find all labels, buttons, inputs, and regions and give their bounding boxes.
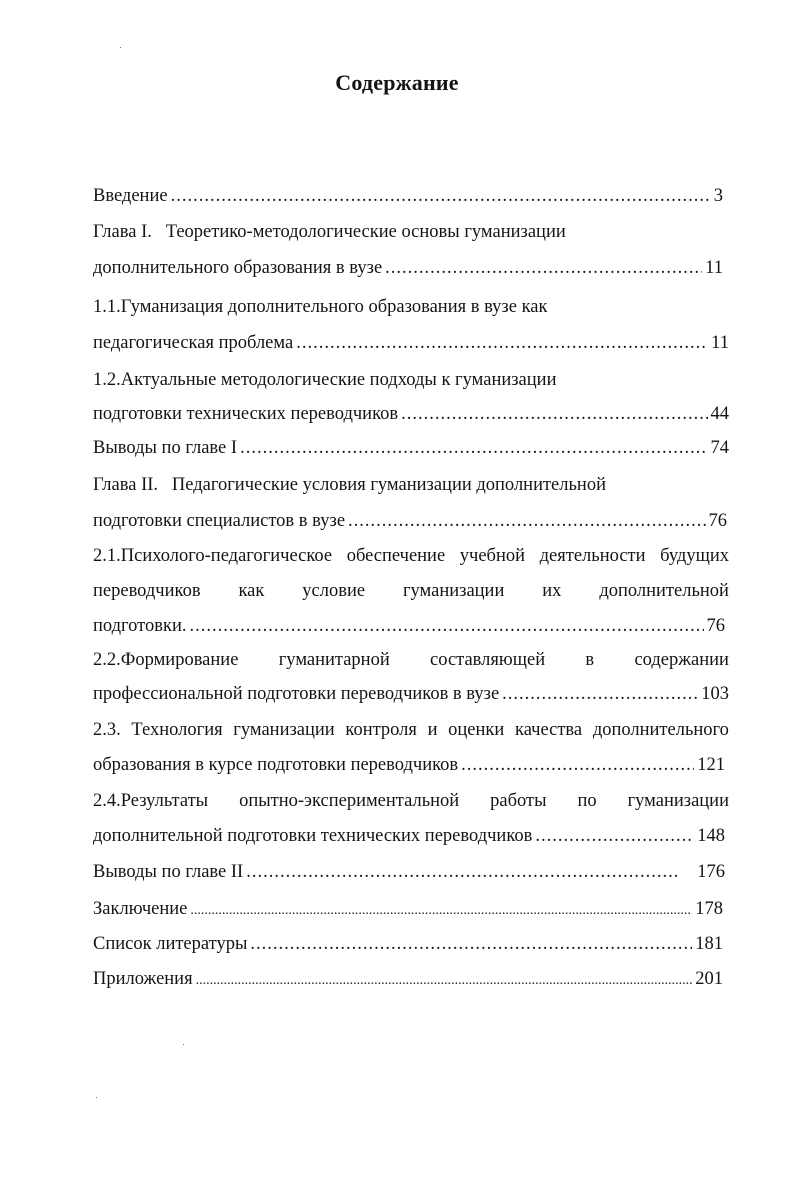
toc-entry-chapter-2 [93, 509, 727, 533]
toc-entry-label: Выводы по главе II [93, 862, 244, 882]
toc-entry-label: педагогическая проблема [93, 333, 294, 353]
toc-word: по [577, 791, 597, 811]
toc-chapter-1-title [93, 220, 566, 244]
toc-word: составляющей [430, 650, 546, 670]
toc-section-1-1-title [93, 295, 548, 319]
toc-entry-section-2-2 [93, 682, 729, 706]
toc-entry-section-1-2 [93, 402, 729, 426]
leader-dots [535, 824, 694, 848]
toc-entry-introduction [93, 184, 723, 208]
toc-word: контроля [345, 720, 417, 740]
toc-word: содержании [634, 650, 729, 670]
toc-word: будущих [660, 546, 729, 566]
leader-dots [385, 256, 702, 280]
toc-section-1-2-title [93, 368, 556, 392]
toc-entry-label: образования в курсе подготовки переводчиков [93, 755, 459, 775]
toc-entry-section-2-4 [93, 824, 725, 848]
leader-dots [296, 331, 708, 355]
toc-entry-label: 1.1.Гуманизация дополнительного образования в вузе как [93, 297, 548, 317]
toc-entry-label: дополнительного образования в вузе [93, 258, 383, 278]
toc-page-number: 3 [713, 186, 723, 206]
toc-section-2-4-title [93, 789, 729, 813]
toc-page-number: 103 [701, 684, 729, 704]
toc-word: дополнительной [599, 581, 729, 601]
leader-dots [190, 614, 704, 638]
toc-word: 2.3. [93, 720, 121, 740]
toc-entry-section-2-3 [93, 753, 725, 777]
toc-word: в [585, 650, 595, 670]
toc-page-number: 11 [711, 333, 729, 353]
toc-entry-references [93, 932, 723, 956]
toc-entry-chapter-1-conclusions [93, 436, 729, 460]
toc-page-number: 76 [706, 616, 725, 636]
toc-word: дополнительного [592, 720, 729, 740]
toc-section-2-3-title [93, 718, 729, 742]
leader-dots [171, 184, 711, 208]
toc-entry-label: подготовки технических переводчиков [93, 404, 399, 424]
toc-entry-chapter-2-conclusions [93, 860, 725, 884]
toc-word: учебной [459, 546, 526, 566]
page-title: Содержание [335, 70, 459, 95]
toc-page-number: 178 [695, 899, 723, 919]
toc-page-number: 201 [695, 969, 723, 989]
toc-entry-conclusion [93, 897, 723, 923]
toc-section-2-1-title-line-1 [93, 544, 729, 568]
toc-entry-label: Приложения [93, 969, 193, 989]
toc-section-2-2-title [93, 648, 729, 672]
toc-entry-appendices [93, 967, 723, 993]
toc-word: переводчиков [93, 581, 201, 601]
leader-dots [196, 969, 693, 993]
toc-word: 2.1.Психолого-педагогическое [93, 546, 333, 566]
toc-word: и [427, 720, 438, 740]
toc-word: гуманизации [627, 791, 729, 811]
toc-entry-chapter-1 [93, 256, 723, 280]
leader-dots [246, 860, 679, 884]
toc-entry-label: Выводы по главе I [93, 438, 238, 458]
toc-word: оценки [448, 720, 505, 740]
toc-entry-label: Глава II. Педагогические условия гуманизации дополнительной [93, 475, 606, 495]
toc-entry-label: 1.2.Актуальные методологические подходы к гуманизации [93, 370, 557, 390]
toc-entry-label: подготовки. [93, 616, 187, 636]
toc-chapter-2-title [93, 473, 606, 497]
toc-word: как [238, 581, 265, 601]
toc-word: работы [490, 791, 547, 811]
toc-word: качества [514, 720, 583, 740]
leader-dots [401, 402, 707, 426]
toc-entry-label: Введение [93, 186, 168, 206]
toc-page-number: 76 [708, 511, 727, 531]
scan-speck [120, 47, 121, 48]
toc-page-number: 148 [697, 826, 725, 846]
toc-page-number: 181 [695, 934, 723, 954]
toc-entry-section-2-1 [93, 614, 725, 638]
toc-word: обеспечение [346, 546, 446, 566]
toc-entry-section-1-1 [93, 331, 729, 355]
leader-dots [348, 509, 705, 533]
toc-section-2-1-title-line-2 [93, 579, 729, 603]
toc-entry-label: Список литературы [93, 934, 248, 954]
toc-entry-label: дополнительной подготовки технических переводчиков [93, 826, 533, 846]
toc-word: деятельности [539, 546, 646, 566]
toc-entry-label: профессиональной подготовки переводчиков в вузе [93, 684, 500, 704]
toc-word: опытно-экспериментальной [239, 791, 460, 811]
toc-word: 2.4.Результаты [93, 791, 209, 811]
toc-page-number: 11 [705, 258, 723, 278]
toc-page-number: 74 [710, 438, 729, 458]
toc-page-number: 44 [710, 404, 729, 424]
toc-word: гуманизации [402, 581, 505, 601]
toc-word: 2.2.Формирование [93, 650, 239, 670]
toc-word: условие [302, 581, 366, 601]
toc-word: Технология [131, 720, 223, 740]
leader-dots [502, 682, 698, 706]
scan-speck [183, 1044, 184, 1045]
leader-dots [461, 753, 694, 777]
scan-speck [96, 1097, 97, 1098]
toc-word: гуманитарной [278, 650, 390, 670]
leader-dots [240, 436, 707, 460]
toc-word: их [542, 581, 562, 601]
leader-dots [250, 932, 692, 956]
toc-entry-label: подготовки специалистов в вузе [93, 511, 346, 531]
toc-entry-label: Заключение [93, 899, 188, 919]
leader-dots [190, 899, 692, 923]
toc-word: гуманизации [233, 720, 335, 740]
toc-page-number: 176 [697, 862, 725, 882]
toc-entry-label: Глава I. Теоретико-методологические основы гуманизации [93, 222, 566, 242]
toc-page-number: 121 [697, 755, 725, 775]
